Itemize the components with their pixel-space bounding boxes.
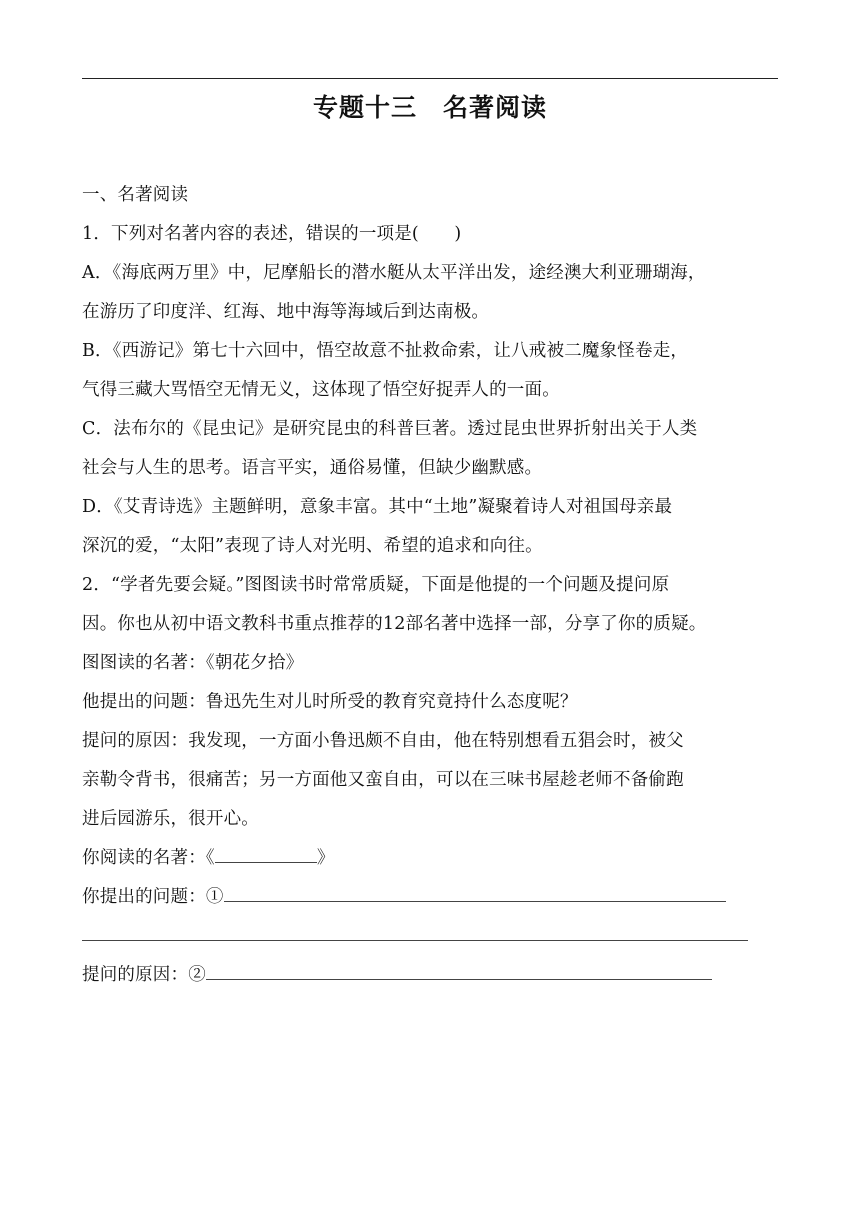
book-name-blank[interactable]	[215, 842, 317, 863]
question-2-stem-line-2: 因。你也从初中语文教科书重点推荐的12部名著中选择一部，分享了你的质疑。	[82, 614, 707, 634]
option-d-line-2: 深沉的爱，“太阳”表现了诗人对光明、希望的追求和向往。	[82, 536, 543, 556]
option-b-line-1: B．《西游记》第七十六回中，悟空故意不扯救命索，让八戒被二魔象怪卷走，	[82, 341, 689, 361]
section-heading: 一、名著阅读	[82, 185, 189, 205]
question-continuation-row	[82, 917, 782, 956]
option-a-line-1: A．《海底两万里》中，尼摩船长的潜水艇从太平洋出发，途经澳大利亚珊瑚海，	[82, 263, 706, 283]
your-question-row	[82, 878, 782, 917]
reason-answer-blank[interactable]	[206, 959, 712, 980]
your-book-label: 你阅读的名著：《	[82, 848, 215, 868]
question-2-stem-line-1: 2．“学者先要会疑。”图图读书时常常质疑，下面是他提的一个问题及提问原	[82, 575, 670, 595]
header-rule	[82, 78, 778, 79]
your-book-row	[82, 839, 782, 878]
document-body	[82, 176, 782, 995]
example-reason-line-1: 提问的原因：我发现，一方面小鲁迅颇不自由，他在特别想看五猖会时，被父	[82, 731, 684, 751]
question-1-stem: 1．下列对名著内容的表述，错误的一项是( )	[82, 224, 462, 244]
your-question-label: 你提出的问题：①	[82, 887, 224, 907]
example-book: 图图读的名著：《朝花夕拾》	[82, 653, 304, 673]
option-b-line-2: 气得三藏大骂悟空无情无义，这体现了悟空好捉弄人的一面。	[82, 380, 560, 400]
your-reason-label: 提问的原因：②	[82, 965, 206, 985]
example-reason-line-3: 进后园游乐，很开心。	[82, 809, 259, 829]
question-answer-blank-continued[interactable]	[82, 920, 748, 941]
page-title: 专题十三 名著阅读	[312, 93, 547, 122]
question-answer-blank[interactable]	[224, 881, 726, 902]
your-book-close: 》	[316, 848, 335, 868]
option-c-line-2: 社会与人生的思考。语言平实，通俗易懂，但缺少幽默感。	[82, 458, 543, 478]
option-c-line-1: C．法布尔的《昆虫记》是研究昆虫的科普巨著。透过昆虫世界折射出关于人类	[82, 419, 698, 439]
your-reason-row	[82, 956, 782, 995]
example-question: 他提出的问题：鲁迅先生对儿时所受的教育究竟持什么态度呢？	[82, 692, 578, 712]
example-reason-line-2: 亲勒令背书，很痛苦；另一方面他又蛮自由，可以在三味书屋趁老师不备偷跑	[82, 770, 684, 790]
option-d-line-1: D．《艾青诗选》主题鲜明，意象丰富。其中“土地”凝聚着诗人对祖国母亲最	[82, 497, 673, 517]
option-a-line-2: 在游历了印度洋、红海、地中海等海域后到达南极。	[82, 302, 490, 322]
